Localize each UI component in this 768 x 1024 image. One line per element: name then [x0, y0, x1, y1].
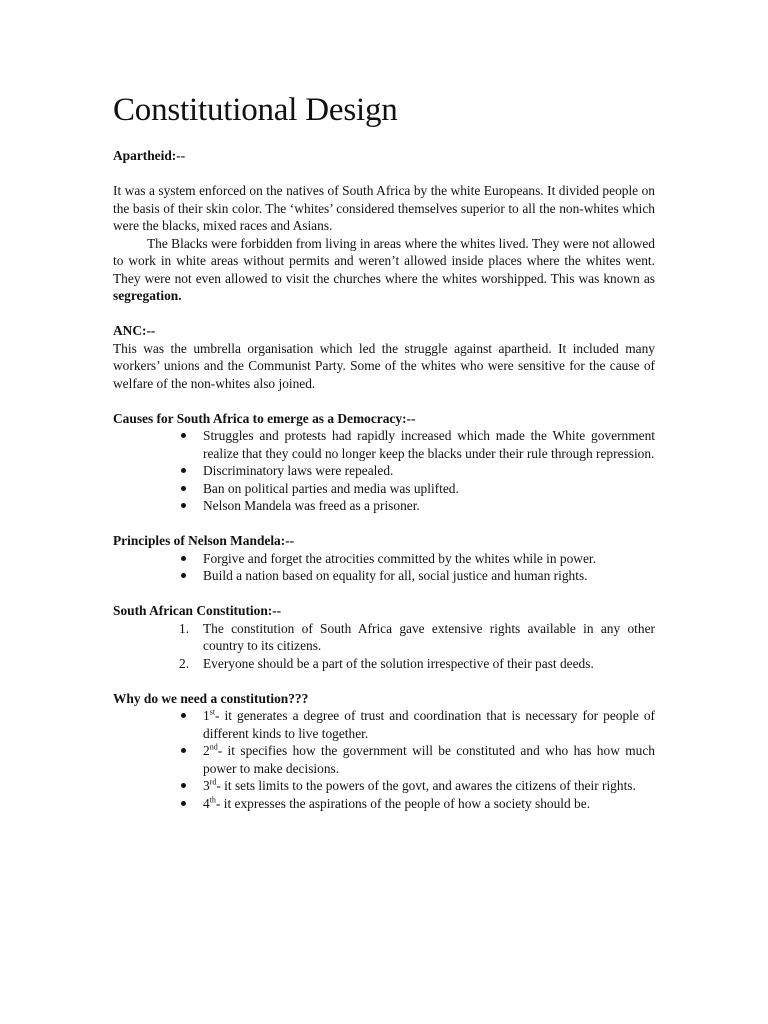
heading-causes: Causes for South Africa to emerge as a Democracy:-- — [113, 410, 416, 426]
list-item — [113, 795, 655, 813]
apartheid-paragraph-2-text: The Blacks were forbidden from living in areas where the whites lived. They were not allowed to work in white areas without permits and weren’t allowed inside places where the whites went. They were not even allowed to visit the churches where the whites worshipped. This was known as — [113, 235, 655, 286]
list-item-text: Discriminatory laws were repealed. — [203, 463, 394, 478]
list-number: 2. — [179, 655, 190, 671]
bullet-icon — [181, 742, 199, 760]
heading-apartheid: Apartheid:-- — [113, 148, 186, 163]
anc-paragraph: This was the umbrella organisation which led the struggle against apartheid. It included many workers’ unions and the Communist Party. Some of the whites who were sensitive for the cause of welfare of the non-whites also joined. — [113, 340, 655, 391]
list-item — [113, 480, 655, 498]
ordinal: 2 — [203, 743, 210, 758]
bullet-icon — [181, 497, 199, 515]
list-item-text: Everyone should be a part of the solution irrespective of their past deeds. — [203, 655, 594, 671]
list-item-text: Forgive and forget the atrocities committed by the whites while in power. — [203, 550, 596, 566]
bullet-icon — [181, 795, 199, 813]
why-list — [113, 707, 655, 812]
ordinal-suffix: rd — [209, 777, 217, 787]
list-item-text: Ban on political parties and media was uplifted. — [203, 480, 459, 496]
list-item — [113, 777, 655, 795]
list-item — [113, 620, 655, 655]
mandela-list — [113, 550, 655, 585]
list-item-text: - it specifies how the government will be constituted and who has how much power to make decisions. — [203, 743, 655, 776]
list-number: 1. — [179, 620, 190, 636]
heading-mandela: Principles of Nelson Mandela:-- — [113, 533, 295, 548]
list-item-text: - it sets limits to the powers of the govt, and awares the citizens of their rights. — [216, 778, 636, 793]
ordinal-suffix: th — [209, 795, 216, 805]
heading-why: Why do we need a constitution??? — [113, 690, 309, 706]
heading-anc: ANC:-- — [113, 323, 156, 338]
bullet-icon — [181, 777, 199, 795]
bullet-icon — [181, 550, 199, 568]
bullet-icon — [181, 567, 199, 585]
list-item-text: Nelson Mandela was freed as a prisoner. — [203, 498, 420, 513]
bullet-icon — [181, 480, 199, 498]
list-item — [113, 655, 655, 673]
list-item-text: - it expresses the aspirations of the people of how a society should be. — [215, 795, 591, 811]
list-item — [113, 742, 655, 777]
ordinal: 1 — [203, 708, 210, 723]
document-body — [113, 147, 655, 812]
list-item — [113, 567, 655, 585]
list-item — [113, 707, 655, 742]
bullet-icon — [181, 707, 199, 725]
list-item — [113, 550, 655, 568]
document-title: Constitutional Design — [113, 92, 398, 128]
bullet-icon — [181, 462, 199, 480]
segregation-term: segregation. — [113, 288, 182, 303]
list-item-text: The constitution of South Africa gave extensive rights available in any other country to its citizens. — [203, 620, 655, 653]
ordinal: 3 — [203, 778, 210, 793]
ordinal-suffix: st — [209, 707, 216, 717]
list-item-text: Struggles and protests had rapidly increased which made the White government realize that they could no longer keep the blacks under their rule through repression. — [203, 428, 655, 461]
ordinal: 4 — [203, 795, 210, 811]
constitution-list — [113, 620, 655, 673]
list-item — [113, 427, 655, 462]
apartheid-paragraph-2 — [113, 235, 655, 305]
heading-constitution: South African Constitution:-- — [113, 603, 282, 618]
causes-list — [113, 427, 655, 515]
list-item — [113, 497, 655, 515]
bullet-icon — [181, 427, 199, 445]
list-item — [113, 462, 655, 480]
list-item-text: Build a nation based on equality for all, social justice and human rights. — [203, 568, 588, 583]
ordinal-suffix: nd — [209, 742, 218, 752]
apartheid-paragraph-1: It was a system enforced on the natives of South Africa by the white Europeans. It divided people on the basis of their skin color. The ‘whites’ considered themselves superior to all the non-whites which were the blacks, mixed races and Asians. — [113, 183, 655, 233]
list-item-text: - it generates a degree of trust and coordination that is necessary for people of different kinds to live together. — [203, 708, 655, 741]
